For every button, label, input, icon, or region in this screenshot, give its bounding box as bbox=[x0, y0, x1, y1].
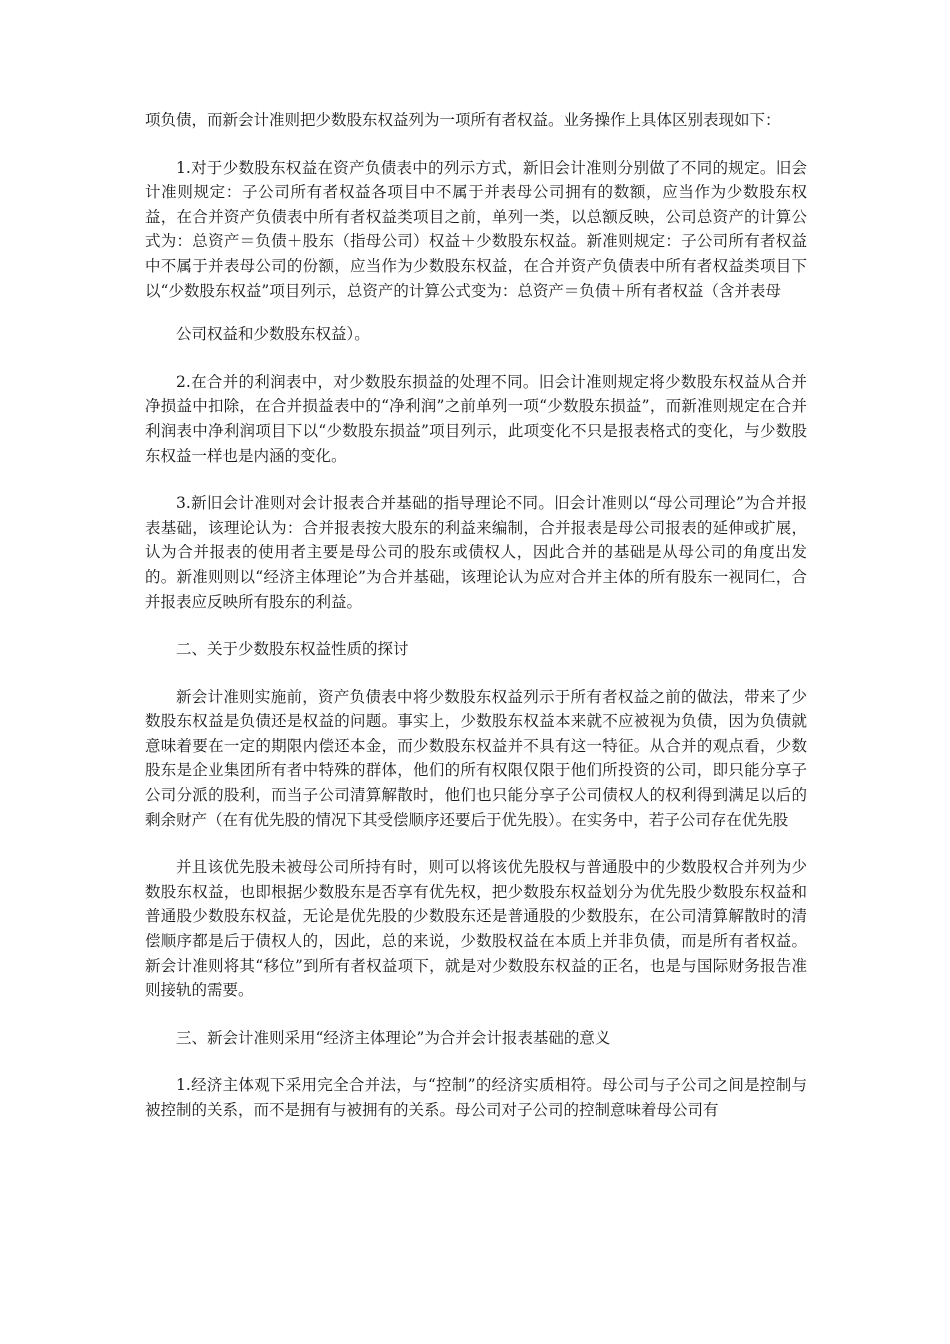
paragraph-section-2-body: 新会计准则实施前，资产负债表中将少数股东权益列示于所有者权益之前的做法，带来了少数股东权益是负债还是权益的问题。事实上，少数股东权益本来就不应被视为负债，因为负债就意味着要在一定的期限内偿还本金，而少数股东权益并不具有这一特征。从合并的观点看，少数股东是企业集团所有者中特殊的群体，他们的所有权限仅限于他们所投资的公司，即只能分享子公司分派的股利，而当子公司清算解散时，他们也只能分享子公司债权人的权利得到满足以后的剩余财产（在有优先股的情况下其受偿顺序还要后于优先股）。在实务中，若子公司存在优先股 bbox=[145, 687, 807, 829]
paragraph-point-2: 2.在合并的利润表中，对少数股东损益的处理不同。旧会计准则规定将少数股东权益从合并净损益中扣除，在合并损益表中的“净利润”之前单列一项“少数股东损益”，而新准则规定在合并利润表中净利润项目下以“少数股东损益”项目列示，此项变化不只是报表格式的变化，与少数股东权益一样也是内涵的变化。 bbox=[145, 372, 807, 465]
section-heading-2: 二、关于少数股东权益性质的探讨 bbox=[176, 640, 409, 659]
paragraph-point-1-continued: 公司权益和少数股东权益）。 bbox=[176, 325, 370, 344]
paragraph-section-2-continued: 并且该优先股未被母公司所持有时，则可以将该优先股权与普通股中的少数股权合并列为少数股东权益，也即根据少数股东是否享有优先权，把少数股东权益划分为优先股少数股东权益和普通股少数股东权益，无论是优先股的少数股东还是普通股的少数股东，在公司清算解散时的清偿顺序都是后于债权人的，因此，总的来说，少数股权益在本质上并非负债，而是所有者权益。新会计准则将其“移位”到所有者权益项下，就是对少数股东权益的正名，也是与国际财务报告准则接轨的需要。 bbox=[145, 858, 807, 1000]
document-page bbox=[145, 108, 807, 1123]
paragraph-point-1: 1.对于少数股东权益在资产负债表中的列示方式，新旧会计准则分别做了不同的规定。旧会计准则规定：子公司所有者权益各项目中不属于并表母公司拥有的数额，应当作为少数股东权益，在合并资产负债表中所有者权益类项目之前，单列一类，以总额反映，公司总资产的计算公式为：总资产＝负债＋股东（指母公司）权益＋少数股东权益。新准则规定：子公司所有者权益中不属于并表母公司的份额，应当作为少数股东权益，在合并资产负债表中所有者权益类项目下以“少数股东权益”项目列示，总资产的计算公式变为：总资产＝负债＋所有者权益（含并表母 bbox=[145, 158, 807, 300]
paragraph-point-3: 3.新旧会计准则对会计报表合并基础的指导理论不同。旧会计准则以“母公司理论”为合并报表基础，该理论认为：合并报表按大股东的利益来编制，合并报表是母公司报表的延伸或扩展，认为合并报表的使用者主要是母公司的股东或债权人，因此合并的基础是从母公司的角度出发的。新准则则以“经济主体理论”为合并基础，该理论认为应对合并主体的所有股东一视同仁，合并报表应反映所有股东的利益。 bbox=[145, 494, 807, 611]
paragraph-intro: 项负债，而新会计准则把少数股东权益列为一项所有者权益。业务操作上具体区别表现如下： bbox=[145, 111, 781, 129]
paragraph-section-3-point-1: 1.经济主体观下采用完全合并法，与“控制”的经济实质相符。母公司与子公司之间是控制与被控制的关系，而不是拥有与被拥有的关系。母公司对子公司的控制意味着母公司有 bbox=[145, 1076, 807, 1119]
section-heading-3: 三、新会计准则采用“经济主体理论”为合并会计报表基础的意义 bbox=[176, 1028, 611, 1047]
